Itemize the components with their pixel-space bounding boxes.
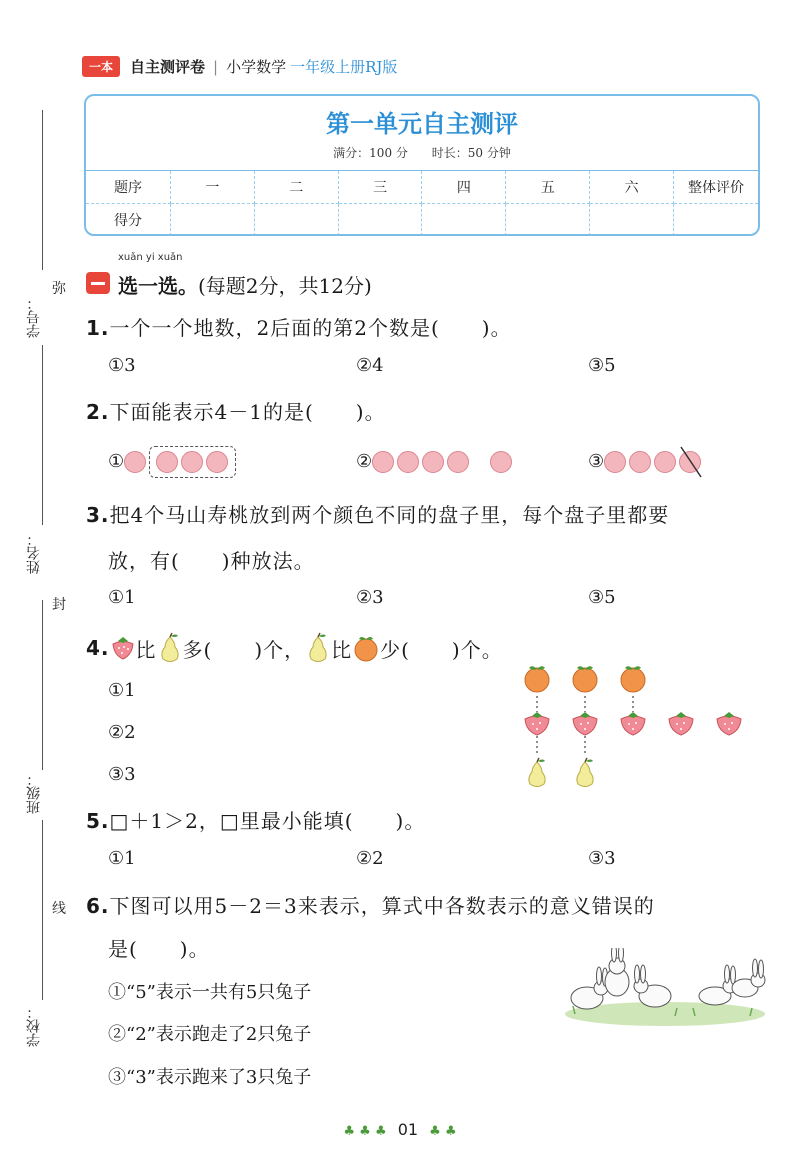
question-number: 5.: [86, 809, 110, 833]
student-no-label: 学号：: [26, 296, 42, 338]
question-2: [86, 396, 386, 425]
test-title: 第一单元自主测评: [326, 109, 518, 138]
score-value-row: [86, 204, 758, 237]
circle-icon: [422, 451, 444, 473]
duration: 时长：50 分钟: [431, 146, 511, 160]
option[interactable]: ③5: [588, 587, 616, 608]
name-label: 姓名：: [26, 532, 42, 574]
seal-char: 线: [52, 901, 66, 917]
question-5: [86, 805, 425, 834]
score-row-label: 得分: [86, 204, 171, 237]
question-number: 2.: [86, 400, 110, 424]
page-number: 01: [397, 1120, 419, 1139]
edition-name: 一年级上册RJ版: [290, 58, 398, 76]
option[interactable]: ③3: [588, 848, 616, 869]
question-3: [86, 499, 669, 528]
score-cell: 题序: [86, 171, 171, 204]
question-6-cont: 是( )。: [108, 937, 210, 961]
circle-icon: [447, 451, 469, 473]
section-title-text: 选一选。: [118, 274, 198, 298]
question-1: [86, 312, 512, 341]
seal-char: 弥: [52, 281, 66, 297]
seal-char: 封: [52, 597, 66, 613]
option[interactable]: ②2: [108, 722, 136, 743]
question-text: 下面能表示4－1的是( )。: [109, 400, 386, 424]
score-input-cell[interactable]: [674, 204, 759, 237]
circle-icon: [629, 451, 651, 473]
rabbit-illustration: [565, 948, 770, 1028]
school-label: 学校：: [26, 1005, 42, 1047]
score-cell: 整体评价: [674, 171, 759, 204]
section-title: [118, 270, 372, 299]
option[interactable]: ①1: [108, 848, 136, 869]
circle-icon: [124, 451, 146, 473]
page-header: [82, 56, 397, 77]
subject-name: 小学数学: [226, 58, 287, 76]
option[interactable]: ③5: [588, 355, 616, 376]
crossed-circle-icon: [679, 451, 701, 473]
circle-icon: [654, 451, 676, 473]
option-b[interactable]: [356, 451, 515, 473]
score-cell: 六: [590, 171, 674, 204]
page-footer: [0, 1120, 800, 1139]
circle-icon: [372, 451, 394, 473]
option[interactable]: ②4: [356, 355, 384, 376]
sprout-icon: ♣ ♣: [429, 1124, 457, 1139]
score-input-cell[interactable]: [338, 204, 422, 237]
score-input-cell[interactable]: [171, 204, 255, 237]
section-note: (每题2分，共12分): [198, 274, 372, 298]
test-meta: [86, 144, 758, 161]
circle-icon: [206, 451, 228, 473]
question-number: 3.: [86, 503, 110, 527]
score-table: [86, 170, 758, 236]
score-header-row: [86, 171, 758, 204]
section-number-one: [86, 272, 110, 294]
option-c[interactable]: [588, 451, 704, 473]
score-cell: 五: [506, 171, 590, 204]
question-4: [86, 632, 503, 664]
strawberry-icon: [110, 635, 136, 661]
option-a[interactable]: [108, 446, 236, 478]
score-cell: 三: [338, 171, 422, 204]
option[interactable]: ②3: [356, 587, 384, 608]
option[interactable]: ①“5”表示一共有5只兔子: [108, 982, 312, 1003]
option[interactable]: ①1: [108, 680, 136, 701]
binding-line: [42, 110, 43, 270]
option[interactable]: ③“3”表示跑来了3只兔子: [108, 1067, 312, 1088]
circle-icon: [397, 451, 419, 473]
question-number: 4.: [86, 636, 110, 660]
class-label: 班级：: [26, 772, 42, 814]
question-text: 一个一个地数，2后面的第2个数是( )。: [109, 316, 512, 340]
circle-icon: [604, 451, 626, 473]
question-text: □＋1＞2，□里最小能填( )。: [109, 809, 426, 833]
question-number: 1.: [86, 316, 110, 340]
question-text: 下图可以用5－2＝3来表示，算式中各数表示的意义错误的: [109, 894, 655, 918]
score-input-cell[interactable]: [590, 204, 674, 237]
dashed-group: [149, 446, 236, 478]
score-input-cell[interactable]: [422, 204, 506, 237]
question-number: 6.: [86, 894, 110, 918]
score-box: [84, 94, 760, 236]
circle-icon: [181, 451, 203, 473]
option-label: ①: [108, 451, 125, 472]
section-pinyin: xuǎn yi xuǎn: [118, 252, 183, 263]
sprout-icon: ♣ ♣ ♣: [343, 1124, 387, 1139]
score-cell: 四: [422, 171, 506, 204]
question-3-cont: 放，有( )种放法。: [108, 549, 315, 573]
question-text: 少( )个。: [380, 637, 503, 662]
series-name: 自主测评卷: [130, 58, 206, 76]
option-label: ③: [588, 451, 605, 472]
binding-line: [42, 600, 43, 770]
question-text: 把4个马山寿桃放到两个颜色不同的盘子里，每个盘子里都要: [109, 503, 670, 527]
binding-line: [42, 345, 43, 525]
orange-icon: [352, 634, 380, 662]
brand-badge: 一本: [82, 56, 120, 77]
question-text: 比: [331, 637, 353, 662]
strike-mark: [675, 445, 705, 479]
pear-icon: [157, 632, 183, 664]
option[interactable]: ①1: [108, 587, 136, 608]
option-label: ②: [356, 451, 373, 472]
question-text: 比: [135, 637, 157, 662]
question-6: [86, 890, 655, 919]
full-score: 满分：100 分: [333, 146, 408, 160]
question-text: 多( )个，: [182, 637, 306, 662]
score-input-cell[interactable]: [254, 204, 338, 237]
option[interactable]: ②2: [356, 848, 384, 869]
circle-icon: [490, 451, 512, 473]
fruit-comparison-figure: [515, 658, 750, 798]
score-cell: 二: [254, 171, 338, 204]
option[interactable]: ③3: [108, 764, 136, 785]
binding-line: [42, 820, 43, 1000]
option[interactable]: ①3: [108, 355, 136, 376]
circle-icon: [156, 451, 178, 473]
score-input-cell[interactable]: [506, 204, 590, 237]
pear-icon: [305, 632, 331, 664]
header-divider: |: [213, 57, 219, 76]
option[interactable]: ②“2”表示跑走了2只兔子: [108, 1024, 312, 1045]
score-cell: 一: [171, 171, 255, 204]
